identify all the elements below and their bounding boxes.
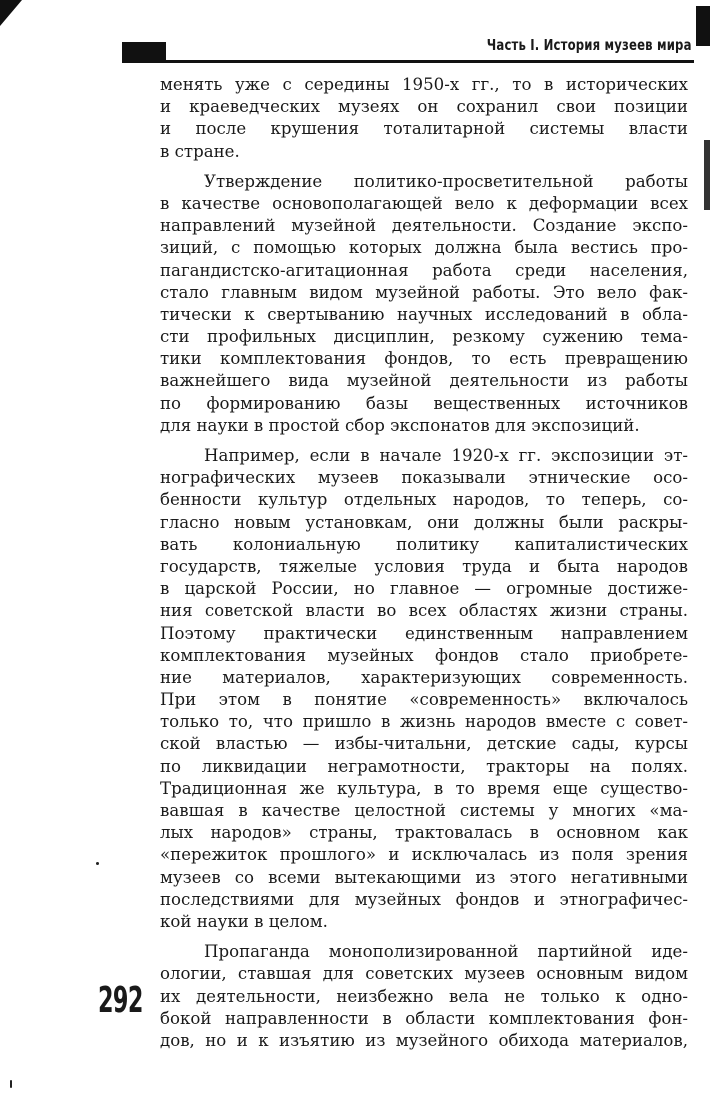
- text-line: музеев со всеми вытекающими из этого негативными: [160, 867, 688, 887]
- text-line: ние материалов, характеризующих современность.: [160, 667, 688, 687]
- text-line: комплектования музейных фондов стало приобрете-: [160, 645, 688, 665]
- paragraph: [160, 941, 688, 1052]
- paragraph-gap: [160, 163, 688, 171]
- text-line: бокой направленности в области комплектования фон-: [160, 1008, 688, 1028]
- scan-speck: [10, 1080, 12, 1088]
- text-line: и после крушения тоталитарной системы власти: [160, 119, 688, 139]
- text-line: ской властью — избы-читальни, детские сады, курсы: [160, 734, 688, 754]
- text-line: важнейшего вида музейной деятельности из работы: [160, 371, 688, 391]
- text-line: Например, если в начале 1920-х гг. экспозиции эт-: [204, 446, 688, 465]
- text-line: Пропаганда монополизированной партийной иде-: [204, 942, 688, 962]
- scan-corner-mark: [0, 0, 22, 26]
- text-line: дов, но и к изъятию из музейного обихода материалов,: [160, 1030, 688, 1050]
- scan-edge-mark: [704, 140, 710, 210]
- text-line: зиций, с помощью которых должна была вестись про-: [160, 238, 688, 258]
- paragraph: [160, 171, 688, 437]
- text-line: пагандистско-агитационная работа среди населения,: [160, 260, 688, 280]
- header-bar: [122, 42, 166, 62]
- text-line: кой науки в целом.: [160, 911, 328, 931]
- text-line: их деятельности, неизбежно вела не только к одно-: [160, 986, 688, 1006]
- text-line: ния советской власти во всех областях жизни страны.: [160, 601, 688, 621]
- text-line: государств, тяжелые условия труда и быта народов: [160, 556, 688, 576]
- text-line: по формированию базы вещественных источников: [160, 393, 688, 413]
- text-line: Утверждение политико-просветительной работы: [204, 171, 688, 191]
- text-line: Поэтому практически единственным направлением: [160, 623, 688, 643]
- page-number: 292: [98, 980, 143, 1021]
- text-line: стало главным видом музейной работы. Это вело фак-: [160, 282, 688, 302]
- text-line: При этом в понятие «современность» включалось: [160, 690, 688, 710]
- text-line: ологии, ставшая для советских музеев основным видом: [160, 964, 688, 984]
- text-line: и краеведческих музеях он сохранил свои позиции: [160, 97, 688, 117]
- body-text: [160, 74, 688, 1052]
- text-line: вавшая в качестве целостной системы у многих «ма-: [160, 801, 688, 820]
- paragraph: [160, 74, 688, 163]
- paragraph-gap: [160, 437, 688, 445]
- text-line: гласно новым установкам, они должны были раскры-: [160, 512, 688, 532]
- text-line: «пережиток прошлого» и исключалась из поля зрения: [160, 845, 688, 865]
- text-line: тики комплектования фондов, то есть превращению: [160, 349, 688, 369]
- paragraph: [160, 445, 688, 933]
- text-line: в стране.: [160, 141, 240, 161]
- text-line: направлений музейной деятельности. Создание экспо-: [160, 216, 688, 236]
- running-head: Часть I. История музеев мира: [487, 36, 692, 54]
- text-line: нографических музеев показывали этнические осо-: [160, 468, 688, 488]
- text-line: для науки в простой сбор экспонатов для экспозиций.: [160, 415, 640, 435]
- text-line: в царской России, но главное — огромные достиже-: [160, 579, 688, 599]
- text-line: вать колониальную политику капиталистических: [160, 534, 688, 554]
- text-line: в качестве основополагающей вело к деформации всех: [160, 193, 688, 213]
- text-line: бенности культур отдельных народов, то теперь, со-: [160, 490, 688, 510]
- text-line: сти профильных дисциплин, резкому сужению тема-: [160, 327, 688, 347]
- paragraph-gap: [160, 933, 688, 941]
- text-line: лых народов» страны, трактовалась в основном как: [160, 823, 688, 843]
- scan-edge-mark: [696, 6, 710, 46]
- text-line: по ликвидации неграмотности, тракторы на полях.: [160, 756, 688, 776]
- header-rule: [122, 60, 694, 63]
- scan-speck: [96, 862, 99, 865]
- text-line: только то, что пришло в жизнь народов вместе с совет-: [160, 712, 688, 732]
- text-line: тически к свертыванию научных исследований в обла-: [160, 304, 688, 324]
- text-line: последствиями для музейных фондов и этнографичес-: [160, 889, 688, 909]
- text-line: менять уже с середины 1950-х гг., то в исторических: [160, 75, 688, 94]
- text-line: Традиционная же культура, в то время еще существо-: [160, 778, 688, 798]
